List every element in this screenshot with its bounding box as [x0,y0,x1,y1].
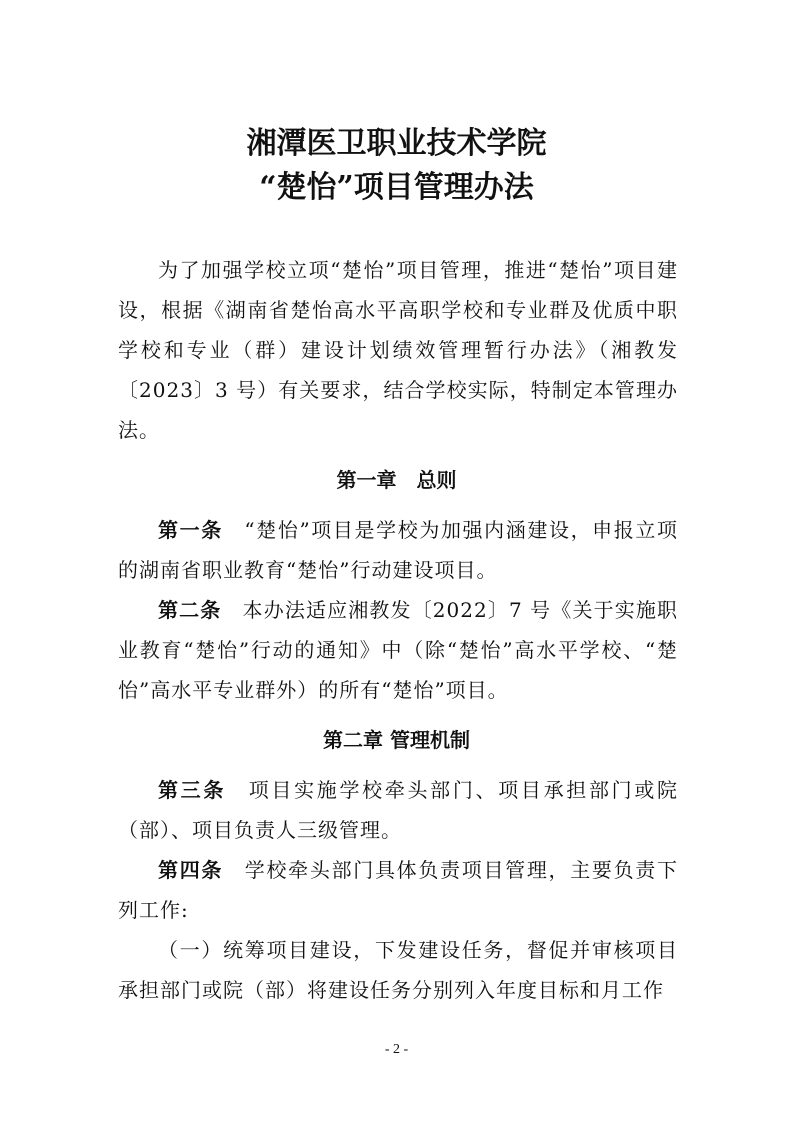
article-2 [118,590,678,710]
page-number: - 2 - [384,1042,409,1057]
article-4-label: 第四条 [158,858,224,882]
article-1-label: 第一条 [158,518,223,542]
article-3-text: 项目实施学校牵头部门、项目承担部门或院（部）、项目负责人三级管理。 [118,778,679,842]
chapter-1-heading: 第一章 总则 [336,468,457,492]
article-1 [118,510,678,590]
intro-paragraph: 为了加强学校立项“楚怡”项目管理，推进“楚怡”项目建设，根据《湖南省楚怡高水平高职学校和专业群及优质中职学校和专业（群）建设计划绩效管理暂行办法》（湘教发〔2023〕3 号）有关要求，结合学校实际，特制定本管理办法。 [118,258,678,442]
article-3 [118,770,678,850]
document-title-line1: 湘潭医卫职业技术学院 [246,126,547,161]
article-4-item-1: （一）统筹项目建设，下发建设任务，督促并审核项目承担部门或院（部）将建设任务分别列入年度目标和月工作 [118,938,678,1002]
article-2-label: 第二条 [158,598,222,622]
article-4-text: 学校牵头部门具体负责项目管理，主要负责下列工作: [118,858,679,922]
article-3-label: 第三条 [158,778,227,802]
article-1-text: “楚怡”项目是学校为加强内涵建设，申报立项的湖南省职业教育“楚怡”行动建设项目。 [118,518,679,582]
article-4 [118,850,678,930]
chapter-2-heading: 第二章 管理机制 [323,728,470,752]
document-title-line2: “楚怡”项目管理办法 [259,170,534,205]
article-2-text: 本办法适应湘教发〔2022〕7 号《关于实施职业教育“楚怡”行动的通知》中（除“楚怡”高水平学校、“楚怡”高水平专业群外）的所有“楚怡”项目。 [118,598,679,702]
